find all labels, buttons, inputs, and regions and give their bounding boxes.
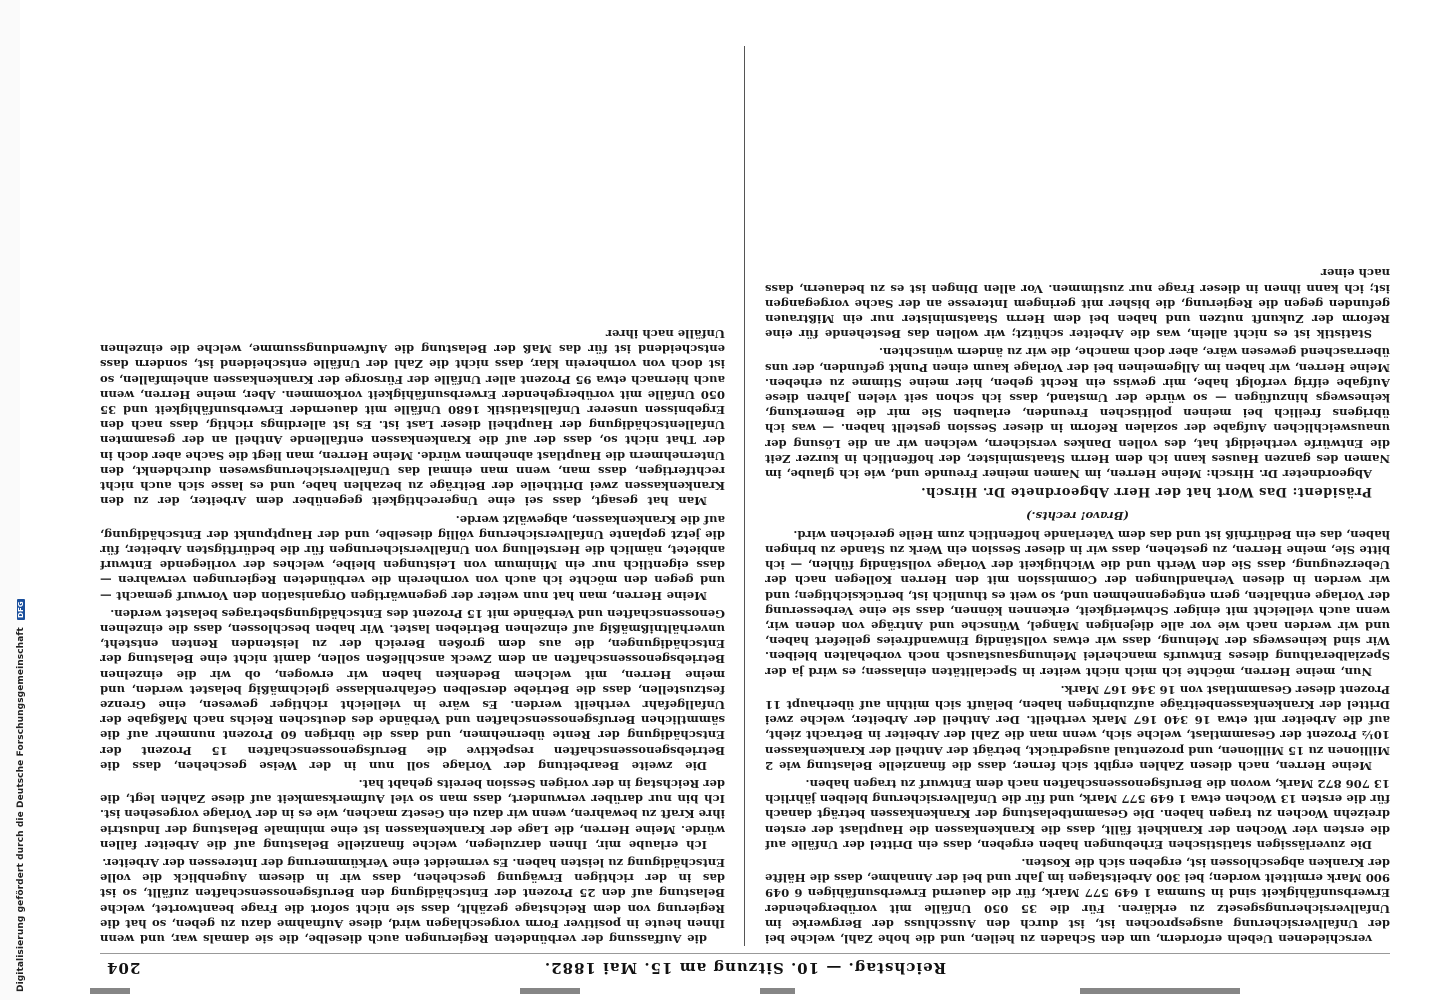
paragraph: verschiedenen Uebeln erfordern, um den Schaden zu heilen, und die hohe Zahl, welche bei der Unfallversicherung ausgesprochen ist, ist durch den Ausschluss der Bergwerke im Unfallversicherungsgesetz zu erklären. Für die 35 050 Unfälle mit vorübergehender Erwerbsunfähigkeit sind in Summa 1 649 577 Mark, für die dauernd Erwerbsunfähigen 6 049 900 Mark ermittelt worden; bei 300 Arbeitstagen im Jahr und bei der Annahme, dass die Hälfte der Kranken abgeschlossen ist, ergeben sich die Kosten. bbox=[765, 855, 1390, 946]
text-columns bbox=[100, 46, 1390, 946]
digitization-note-text bbox=[16, 599, 26, 992]
paragraph: die Auffassung der verbündeten Regierungen auch dieselbe, die sie damals war, und wenn Ihnen heute in positiver Form vorgeschlagen wird, diese Aufnahme dazu zu geben, so hat die Regierung von dem Reichstage gezählt, dass sie nicht sofort die Frage beantwortet, welche Belastung auf den 25 Prozent der Entschädigung den Berufsgenossenschaften zufällt, so ist das in der richtigen Erwägung geschehen, dass wir in diesem Augenblick die volle Entschädigung zu leisten haben. Es vermeidet eine Verkümmerung der Interessen der Arbeiter. bbox=[100, 855, 725, 946]
president-speech: Präsident: Das Wort hat der Herr Abgeordnete Dr. Hirsch. bbox=[920, 484, 1372, 500]
paragraph: Meine Herren, nach diesen Zahlen ergibt sich ferner, dass die finanzielle Belastung wie 2 Millionen zu 15 Millionen, und prozentual ausgedrückt, beträgt der Antheil der Krankenkassen 10½ Prozent der Gesammtlast, welche sich, wenn man die Zahl der Arbeiter in Betracht zieht, auf die Arbeiter mit etwa 16 340 167 Mark vertheilt. Der Antheil der Arbeiter, welche zwei Drittel der Krankenkassenbeiträge aufzubringen haben, beläuft sich mithin auf überhaupt 11 Prozent dieser Gesammtlast von 16 346 167 Mark. bbox=[765, 682, 1390, 773]
page-header bbox=[100, 953, 1390, 980]
paragraph: Die zweite Bearbeitung der Vorlage soll nun in der Weise geschehen, dass die Betriebsgenossenschaften respektive die Berufsgenossenschaften 15 Prozent der Entschädigung der Rente übernehmen, und dass die übrigen 60 Prozent nunmehr auf die sämmtlichen Berufsgenossenschaften und Verbände des deutschen Reichs nach Maßgabe der Unfallgefahr vertheilt werden. Es wäre in vielleicht richtiger gewesen, eine Grenze festzustellen, dass die Betriebe derselben Gefahrenklasse gleichmäßig belastet werden, und meine Herren, mit welchem Bedenken haben wir erwogen, ob wir die einzelnen Betriebsgenossenschaften an dem Zweck anschließen sollen, damit nicht eine Belastung der Entschädigungen, die aus dem großen Bereich der zu leistenden Renten entsteht, unverhältnißmäßig auf einzelnen Betrieben lastet. Wir haben beschlossen, dass die einzelnen Genossenschaften und Verbände mit 15 Prozent des Entschädigungsbetrages belastet werden. bbox=[100, 606, 725, 773]
dfg-logo: DFG bbox=[17, 601, 25, 618]
right-column bbox=[100, 46, 725, 946]
left-column bbox=[765, 46, 1390, 946]
scan-artifact bbox=[760, 988, 795, 994]
applause-note: (Bravo! rechts.) bbox=[1026, 508, 1129, 523]
scan-artifact bbox=[1080, 988, 1240, 994]
scan-artifact bbox=[90, 988, 130, 994]
column-divider bbox=[744, 46, 745, 946]
paragraph: Statistik ist es nicht allein, was die Arbeiter schützt; wir wollen das Bestehende für eine Reform der Zukunft nutzen und haben bei dem Herrn Staatsminister nur ein Mißtrauen gefunden gegen die Regierung, die bisher mit geringem Interesse an der Sache vorgegangen ist; ich kann ihnen in dieser Frage nur zustimmen. Vor allen Dingen ist es zu bedauern, dass nach einer bbox=[765, 266, 1390, 342]
paragraph: Ich erlaube mir, Ihnen darzulegen, welche finanzielle Belastung auf die Arbeiter fallen würde. Meine Herren, die Lage der Krankenkassen ist eine minimale Belastung der Industrie ihre Kraft zu bewahren, wenn wir dazu ein Gesetz machen, wie es in der Vorlage vorgesehen ist. Ich bin nur darüber verwundert, dass man so viel Aufmerksamkeit auf diese Zahlen legt, die der Reichstag in der vorigen Session bereits gehabt hat. bbox=[100, 776, 725, 852]
scan-artifact bbox=[520, 988, 580, 994]
paragraph: Nun, meine Herren, möchte ich mich nicht weiter in Specialitäten einlassen; es wird ja der Spezialberathung dieses Entwurfs mancherlei Meinungsaustausch noch vorbehalten bleiben. Wir sind keineswegs der Meinung, dass wir etwas vollständig Einwandfreies geliefert haben, und wir werden nach wie vor alle diejenigen Mängel, Wünsche und Anträge von denen wir, wenn auch vielleicht mit einiger Schwierigkeit, erkennen können, dass sie eine Verbesserung der Vorlage enthalten, gern entgegennehmen und, so weit es thunlich ist, berücksichtigen; und wir werden in diesen Verhandlungen der Commission mit den Herren Kollegen nach der Ueberzeugung, dass Sie den Werth und die Wichtigkeit der Vorlage vollständig fühlen, — ich bitte Sie, meine Herren, zu gestehen, dass wir in dieser Session ein Werk zu Stande zu bringen haben, das ein Bedürfniß ist und das dem Vaterlande hoffentlich zum Heile gereichen wird. bbox=[765, 527, 1390, 679]
paragraph: Die zuverlässigen statistischen Erhebungen haben ergeben, dass ein Drittel der Unfälle auf die ersten vier Wochen der Krankheit fällt, dass die Krankenkassen die Hauptlast der ersten dreizehn Wochen zu tragen haben. Die Gesammtbelastung der Krankenkassen beträgt danach für die ersten 13 Wochen etwa 1 649 577 Mark, und für die Unfallversicherung bleiben jährlich 13 706 872 Mark, wovon die Berufsgenossenschaften nach dem Entwurf zu tragen haben. bbox=[765, 776, 1390, 852]
digitization-credit: Digitalisierung gefördert durch die Deutsche Forschungsgemeinschaft bbox=[16, 627, 26, 992]
digitization-note bbox=[0, 0, 26, 1000]
paragraph: Man hat gesagt, dass sei eine Ungerechtigkeit gegenüber dem Arbeiter, der zu den Krankenkassen zwei Drittheile der Beiträge zu bezahlen habe, und es lasse sich auch nicht rechtfertigen, dass man, wenn man einmal das Unfallversicherungswesen durchdenkt, den Unternehmern die Hauptlast abnehmen würde. Meine Herren, man liegt die Sache aber doch in der That nicht so, dass der auf die Krankenkassen entfallende Antheil an der gesammten Unfallentschädigung der Hauptheil dieser Last ist. Es ist allerdings richtig, dass nach den Ergebnissen unserer Unfallstatistik 1680 Unfälle mit dauernder Erwerbsunfähigkeit und 35 050 Unfälle mit vorübergehender Erwerbsunfähigkeit vorkommen. Aber, meine Herren, wenn auch hiernach etwa 95 Prozent aller Unfälle der Fürsorge der Krankenkassen anheimfallen, so ist doch von vornherein klar, dass nicht die Zahl der Unfälle entscheidend ist, sondern dass entscheidend ist für das Maß der Belastung die Aufwendungssumme, welche die einzelnen Unfälle nach ihrer bbox=[100, 327, 725, 509]
running-title: Reichstag. — 10. Sitzung am 15. Mai 1882. bbox=[543, 959, 947, 977]
paragraph: Meine Herren, man hat nun weiter der gegenwärtigen Organisation den Vorwurf gemacht — und gegen den möchte ich auch von vornherein die verbündeten Regierungen verwahren — dass eigentlich nur ein Minimum von Leistungen bleibe, welches der vorliegende Entwurf anbietet, nämlich die Herstellung von Unfallversicherungen für die bedürftigsten Arbeiter, für die jetzt geplante Unfallversicherung völlig dieselbe, und der Hauptpunkt der Entschädigung, auf die Krankenkassen, abgewälzt werde. bbox=[100, 512, 725, 603]
paragraph: Abgeordneter Dr. Hirsch: Meine Herren, im Namen meiner Freunde und, wie ich glaube, im Namen des ganzen Hauses kann ich dem Herrn Staatsminister, der hoffentlich in kurzer Zeit die Entwürfe vertheidigt hat, des vollen Dankes versichern, welchen wir an die Lösung der unausweichlichen Aufgabe der sozialen Reform in dieser Session gestellt haben. — was ich übrigens freilich bei meinen politischen Freunden, erlauben Sie mir die Bemerkung, keineswegs hinzufügen — so würde der Umstand, dass ich schon seit vielen Jahren diese Aufgabe eifrig verfolgt habe, mir gewiss ein Recht geben, hier meine Stimme zu erheben. Meine Herren, wir haben im Allgemeinen bei der Vorlage kaum einen Punkt gefunden, der uns überraschend gewesen wäre, aber doch manche, die wir zu ändern wünschten. bbox=[765, 345, 1390, 482]
page-number: 204 bbox=[106, 959, 141, 977]
scanned-page bbox=[100, 40, 1390, 980]
